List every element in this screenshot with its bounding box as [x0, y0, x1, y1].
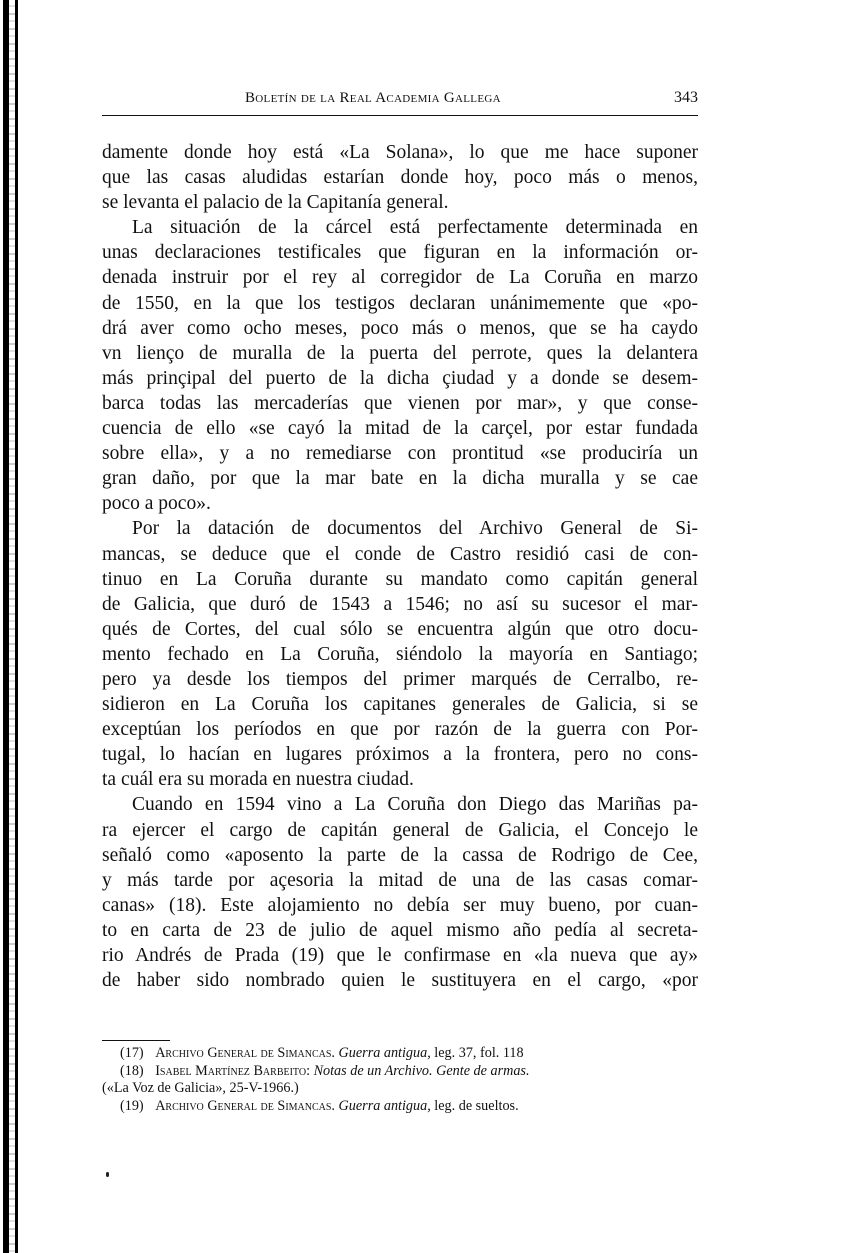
footnote-number: (17)	[120, 1045, 144, 1061]
body-line: de Galicia, que duró de 1543 a 1546; no así su sucesor el mar-	[102, 593, 698, 615]
body-line: to en carta de 23 de julio de aquel mismo año pedía al secreta-	[102, 919, 698, 941]
scan-edge-thin-band	[15, 0, 18, 1253]
page-number: 343	[674, 89, 698, 106]
footnote-continuation-text: («La Voz de Galicia», 25-V-1966.)	[102, 1080, 299, 1097]
footnote-18	[102, 1063, 698, 1081]
body-line: sobre ella», y a no remediarse con prontitud «se produciría un	[102, 443, 698, 465]
header-rule	[102, 115, 698, 116]
body-line: unas declaraciones testificales que figuran en la información or-	[102, 242, 698, 264]
footnote-18-continuation	[102, 1080, 698, 1098]
body-line: drá aver como ocho meses, poco más o menos, que se ha caydo	[102, 317, 698, 339]
paragraph-start-line: Cuando en 1594 vino a La Coruña don Diego das Mariñas pa-	[132, 794, 698, 816]
body-line: canas» (18). Este alojamiento no debía ser muy bueno, por cuan-	[102, 894, 698, 916]
footnote-separator	[102, 1040, 170, 1041]
body-line: poco a poco».	[102, 493, 211, 515]
footnote-19	[102, 1098, 698, 1116]
body-line: y más tarde por açesoria la mitad de una de las casas comar-	[102, 869, 698, 891]
body-line: sidieron en La Coruña los capitanes generales de Galicia, si se	[102, 694, 698, 716]
body-line: pero ya desde los tiempos del primer marqués de Cerralbo, re-	[102, 668, 698, 690]
body-line: tugal, lo hacían en lugares próximos a la frontera, pero no cons-	[102, 744, 698, 766]
running-head	[102, 88, 698, 112]
body-line: qués de Cortes, del cual sólo se encuentra algún que otro docu-	[102, 618, 698, 640]
footnote-title: Guerra antigua,	[338, 1097, 431, 1114]
body-line: ta cuál era su morada en nuestra ciudad.	[102, 769, 414, 791]
footnotes	[102, 1045, 698, 1115]
body-line: cuencia de ello «se cayó la mitad de la carçel, por estar fundada	[102, 418, 698, 440]
body-line: más prinçipal del puerto de la dicha çiudad y a donde se desem-	[102, 367, 698, 389]
footnote-reference: leg. de sueltos.	[434, 1097, 519, 1114]
footnote-author: Isabel Martínez Barbeito:	[155, 1062, 311, 1079]
paragraph-start-line: La situación de la cárcel está perfectamente determinada en	[132, 217, 698, 239]
footnote-author: Archivo General de Simancas.	[155, 1097, 335, 1114]
body-line: de 1550, en la que los testigos declaran unánimemente que «po-	[102, 292, 698, 314]
body-line: gran daño, por que la mar bate en la dicha muralla y se cae	[102, 468, 698, 490]
scan-binding-edge	[0, 0, 20, 1253]
footnote-title: Guerra antigua,	[338, 1045, 431, 1061]
body-line: de haber sido nombrado quien le sustituyera en el cargo, «por	[102, 970, 698, 992]
body-line: mento fechado en La Coruña, siéndolo la mayoría en Santiago;	[102, 643, 698, 665]
body-line: ra ejercer el cargo de capitán general de Galicia, el Concejo le	[102, 819, 698, 841]
footnote-title: Notas de un Archivo. Gente de armas.	[313, 1062, 530, 1079]
running-title: Boletín de la Real Academia Gallega	[245, 90, 501, 106]
body-line: denada instruir por el rey al corregidor de La Coruña en marzo	[102, 267, 698, 289]
footnote-number: (19)	[120, 1097, 144, 1114]
footnote-reference: leg. 37, fol. 118	[434, 1045, 524, 1061]
body-line: que las casas aludidas estarían donde hoy, poco más o menos,	[102, 167, 698, 189]
paragraph-start-line: Por la datación de documentos del Archivo General de Si-	[132, 518, 698, 540]
body-line: rio Andrés de Prada (19) que le confirmase en «la nueva que ay»	[102, 945, 698, 966]
footnote-author: Archivo General de Simancas.	[155, 1045, 335, 1061]
footnote-17	[102, 1045, 698, 1063]
body-line: exceptúan los períodos en que por razón de la guerra con Por-	[102, 719, 698, 741]
body-line: damente donde hoy está «La Solana», lo que me hace suponer	[102, 142, 698, 163]
footnote-number: (18)	[120, 1062, 144, 1079]
body-line: se levanta el palacio de la Capitanía general.	[102, 192, 449, 214]
body-line: mancas, se deduce que el conde de Castro residió casi de con-	[102, 543, 698, 565]
body-line: vn lienço de muralla de la puerta del perrote, ques la delantera	[102, 342, 698, 364]
body-line: barca todas las mercaderías que vienen por mar», y que conse-	[102, 392, 698, 414]
body-line: tinuo en La Coruña durante su mandato como capitán general	[102, 568, 698, 590]
body-line: señaló como «aposento la parte de la cassa de Rodrigo de Cee,	[102, 844, 698, 866]
scan-speck	[106, 1172, 109, 1177]
body-text	[102, 140, 698, 993]
